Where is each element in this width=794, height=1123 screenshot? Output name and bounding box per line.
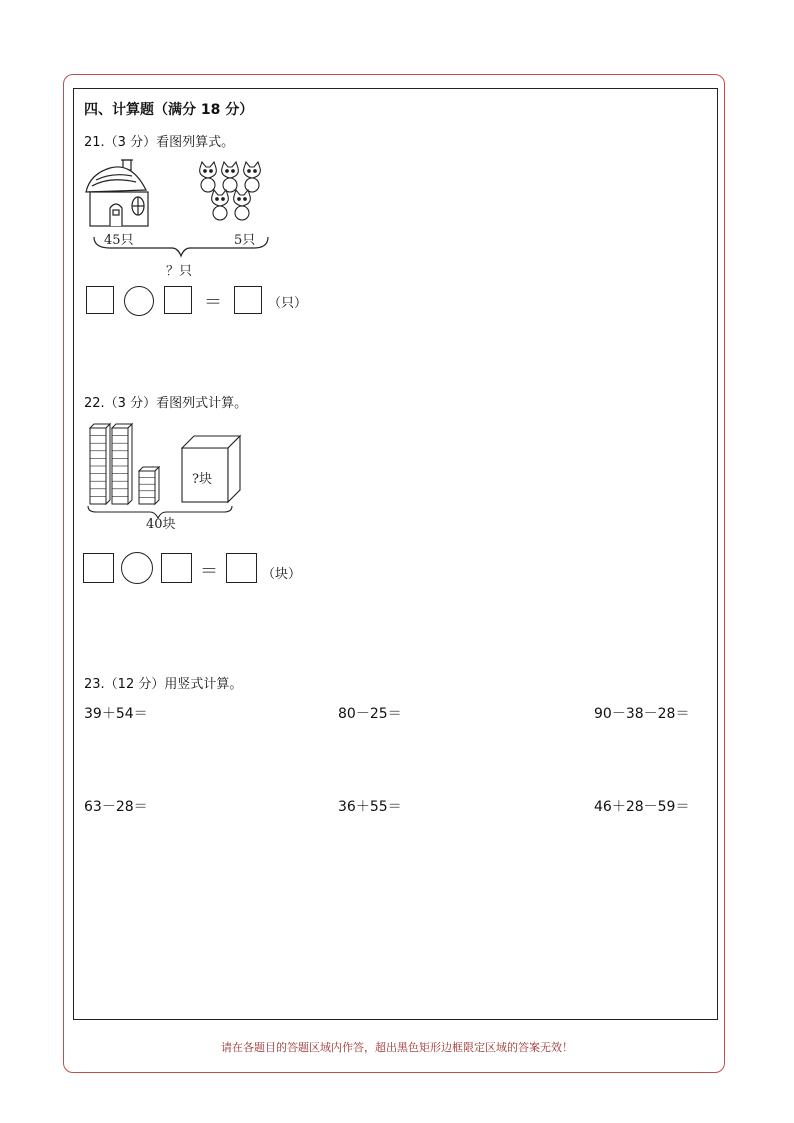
house-illustration bbox=[86, 160, 148, 226]
cats-illustration bbox=[200, 162, 261, 220]
unknown-cube bbox=[182, 436, 240, 502]
q22-answer-box-result[interactable] bbox=[226, 553, 257, 583]
q22-answer-box-2[interactable] bbox=[161, 553, 192, 583]
q21-unit: （只） bbox=[268, 296, 308, 311]
cube-unknown-label: ?块 bbox=[192, 472, 212, 487]
q21-answer-box-result[interactable] bbox=[234, 286, 262, 314]
vertical-calc-problem: 36＋55＝ bbox=[338, 799, 402, 815]
vertical-calc-problem: 46＋28－59＝ bbox=[594, 799, 690, 815]
section-title: 四、计算题（满分 18 分） bbox=[84, 102, 254, 118]
ten-rod-2 bbox=[112, 424, 132, 504]
cats-count-label: 5只 bbox=[234, 233, 256, 248]
q22-figure bbox=[82, 420, 252, 538]
q22-operator-circle[interactable] bbox=[121, 552, 153, 584]
q23-prompt: 23.（12 分）用竖式计算。 bbox=[84, 677, 243, 692]
vertical-calc-problem: 63－28＝ bbox=[84, 799, 148, 815]
q21-prompt: 21.（3 分）看图列算式。 bbox=[84, 135, 235, 150]
q22-prompt: 22.（3 分）看图列式计算。 bbox=[84, 396, 248, 411]
q22-equals-sign: ＝ bbox=[200, 561, 218, 582]
q21-equals-sign: ＝ bbox=[204, 292, 222, 313]
vertical-calc-problem: 39＋54＝ bbox=[84, 706, 148, 722]
total-unknown-label: ？只 bbox=[166, 264, 193, 279]
ten-rod-1 bbox=[90, 424, 110, 504]
house-count-label: 45只 bbox=[104, 233, 134, 248]
q22-unit: （块） bbox=[262, 567, 302, 582]
unit-cubes-stack bbox=[139, 467, 159, 504]
vertical-calc-problem: 80－25＝ bbox=[338, 706, 402, 722]
total-blocks-label: 40块 bbox=[146, 517, 176, 532]
answer-area-warning: 请在各题目的答题区域内作答，超出黑色矩形边框限定区域的答案无效！ bbox=[221, 1041, 573, 1054]
q22-answer-box-1[interactable] bbox=[83, 553, 114, 583]
q21-figure bbox=[80, 152, 290, 282]
q21-answer-box-2[interactable] bbox=[164, 286, 192, 314]
q21-answer-box-1[interactable] bbox=[86, 286, 114, 314]
q21-operator-circle[interactable] bbox=[124, 286, 154, 316]
vertical-calc-problem: 90－38－28＝ bbox=[594, 706, 690, 722]
